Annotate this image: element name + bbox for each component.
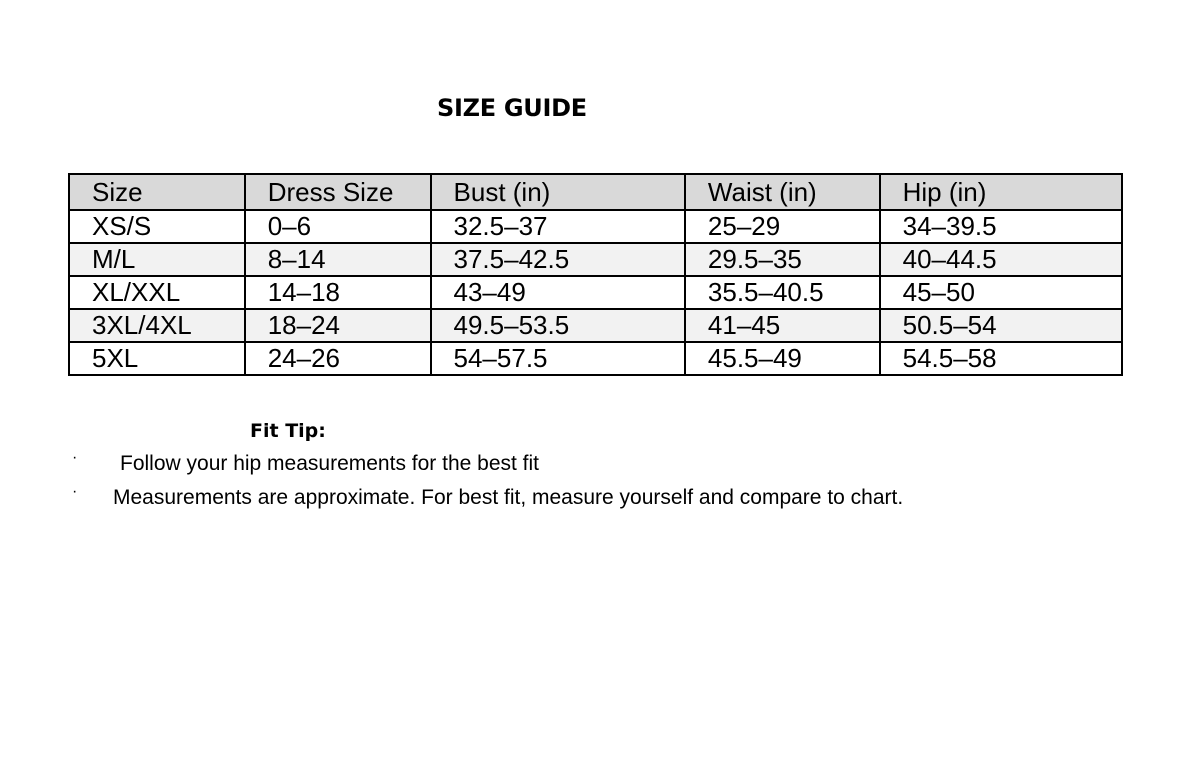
table-row [69,276,1122,309]
cell-bust: 43–49 [431,276,685,309]
cell-bust: 49.5–53.5 [431,309,685,342]
cell-bust: 32.5–37 [431,210,685,243]
cell-size: M/L [69,243,245,276]
column-header-dress-size: Dress Size [245,174,431,210]
cell-bust: 37.5–42.5 [431,243,685,276]
cell-size: 5XL [69,342,245,375]
fit-tip-heading: Fit Tip: [250,420,326,442]
table-row [69,309,1122,342]
cell-size: XS/S [69,210,245,243]
fit-tip-text: Follow your hip measurements for the best fit [120,452,540,475]
column-header-size: Size [69,174,245,210]
table-row [69,210,1122,243]
column-header-waist: Waist (in) [685,174,880,210]
cell-waist: 29.5–35 [685,243,880,276]
bullet-icon: · [72,449,78,466]
bullet-icon: · [72,483,78,500]
cell-hip: 45–50 [880,276,1122,309]
cell-waist: 35.5–40.5 [685,276,880,309]
cell-size: XL/XXL [69,276,245,309]
cell-hip: 34–39.5 [880,210,1122,243]
cell-dress-size: 0–6 [245,210,431,243]
cell-hip: 50.5–54 [880,309,1122,342]
table-header [69,174,1122,210]
header-row [69,174,1122,210]
cell-bust: 54–57.5 [431,342,685,375]
cell-hip: 40–44.5 [880,243,1122,276]
column-header-bust: Bust (in) [431,174,685,210]
cell-waist: 41–45 [685,309,880,342]
cell-hip: 54.5–58 [880,342,1122,375]
cell-dress-size: 24–26 [245,342,431,375]
cell-dress-size: 14–18 [245,276,431,309]
cell-waist: 25–29 [685,210,880,243]
column-header-hip: Hip (in) [880,174,1122,210]
fit-tip-text: Measurements are approximate. For best fit, measure yourself and compare to chart. [113,486,904,509]
cell-dress-size: 8–14 [245,243,431,276]
table-row [69,243,1122,276]
cell-size: 3XL/4XL [69,309,245,342]
table-row [69,342,1122,375]
cell-dress-size: 18–24 [245,309,431,342]
table-body [69,210,1122,375]
page-title: SIZE GUIDE [437,94,587,122]
cell-waist: 45.5–49 [685,342,880,375]
size-guide-table [68,173,1123,376]
